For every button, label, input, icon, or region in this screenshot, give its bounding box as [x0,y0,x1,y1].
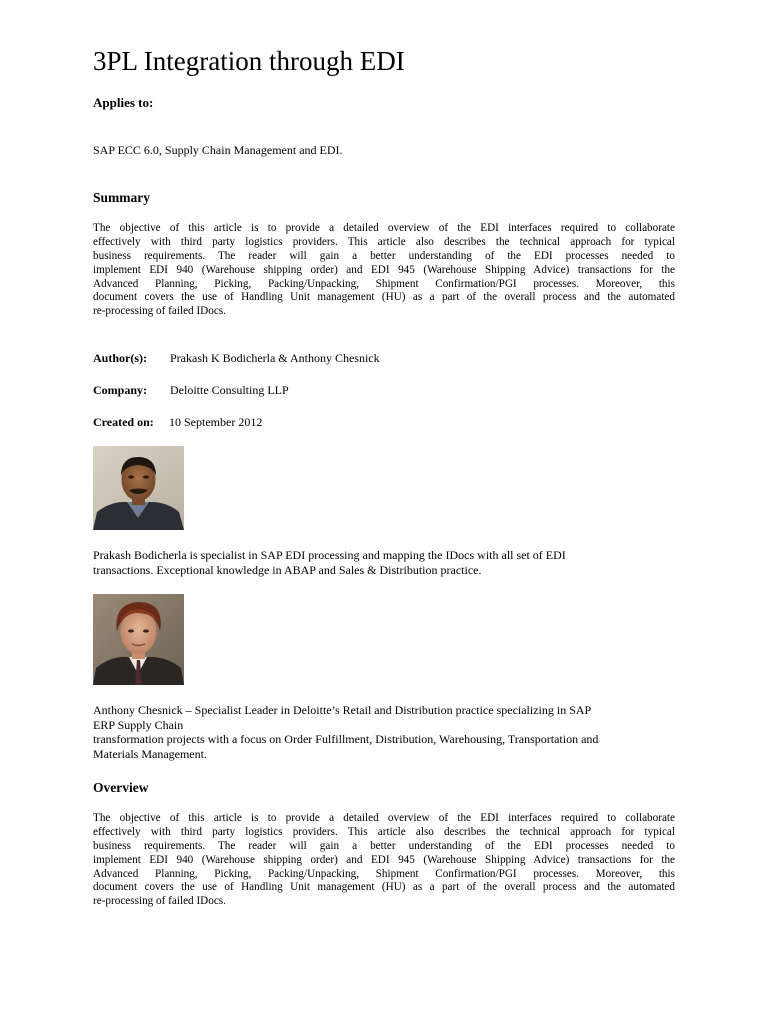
bio-line: Anthony Chesnick – Specialist Leader in Deloitte’s Retail and Distribution practice specializing in SAP [93,703,592,717]
author-photo-anthony [93,594,184,685]
summary-line: document covers the use of Handling Unit management (HU) as a part of the overall process and the automated [93,291,675,304]
company-label: Company: [93,383,148,397]
author-bio-prakash [93,548,693,577]
company-value: Deloitte Consulting LLP [170,383,289,397]
summary-line: re-processing of failed IDocs. [93,305,226,318]
overview-line: implement EDI 940 (Warehouse shipping order) and EDI 945 (Warehouse Shipping Advice) transactions for the [93,853,675,866]
summary-line: effectively with third party logistics providers. This article also describes the technical approach for typical [93,235,675,248]
bio-line: Prakash Bodicherla is specialist in SAP EDI processing and mapping the IDocs with all set of EDI [93,548,566,562]
summary-line: Advanced Planning, Picking, Packing/Unpacking, Shipment Confirmation/PGI processes. Moreover, this [93,277,675,290]
overview-line: effectively with third party logistics providers. This article also describes the technical approach for typical [93,825,675,838]
author-bio-anthony [93,703,693,761]
bio-line: Materials Management. [93,746,207,761]
bio-line: transformation projects with a focus on Order Fulfillment, Distribution, Warehousing, Transportation and [93,732,599,746]
overview-line: re-processing of failed IDocs. [93,895,226,908]
author-photo-prakash [93,446,184,530]
created-value: 10 September 2012 [169,415,263,429]
bio-line: transactions. Exceptional knowledge in ABAP and Sales & Distribution practice. [93,562,482,577]
created-label: Created on: [93,415,154,429]
company-row [93,383,289,398]
applies-to-text: SAP ECC 6.0, Supply Chain Management and EDI. [93,143,343,157]
authors-label: Author(s): [93,351,147,365]
document-title: 3PL Integration through EDI [93,46,405,76]
created-row [93,415,262,430]
applies-to-heading: Applies to: [93,95,154,110]
summary-heading: Summary [93,190,150,205]
overview-line: business requirements. The reader will gain a better understanding of the EDI processes needed to [93,839,675,852]
summary-line: business requirements. The reader will gain a better understanding of the EDI processes needed to [93,249,675,262]
overview-line: The objective of this article is to provide a detailed overview of the EDI interfaces required to collaborate [93,812,675,824]
summary-paragraph [93,222,675,319]
overview-line: Advanced Planning, Picking, Packing/Unpacking, Shipment Confirmation/PGI processes. Moreover, this [93,867,675,880]
summary-line: implement EDI 940 (Warehouse shipping order) and EDI 945 (Warehouse Shipping Advice) transactions for the [93,263,675,276]
bio-line: ERP Supply Chain [93,717,184,732]
authors-row [93,351,380,366]
authors-value: Prakash K Bodicherla & Anthony Chesnick [170,351,380,365]
overview-paragraph [93,812,675,909]
overview-line: document covers the use of Handling Unit management (HU) as a part of the overall process and the automated [93,881,675,894]
summary-line: The objective of this article is to provide a detailed overview of the EDI interfaces required to collaborate [93,222,675,234]
overview-heading: Overview [93,780,149,795]
